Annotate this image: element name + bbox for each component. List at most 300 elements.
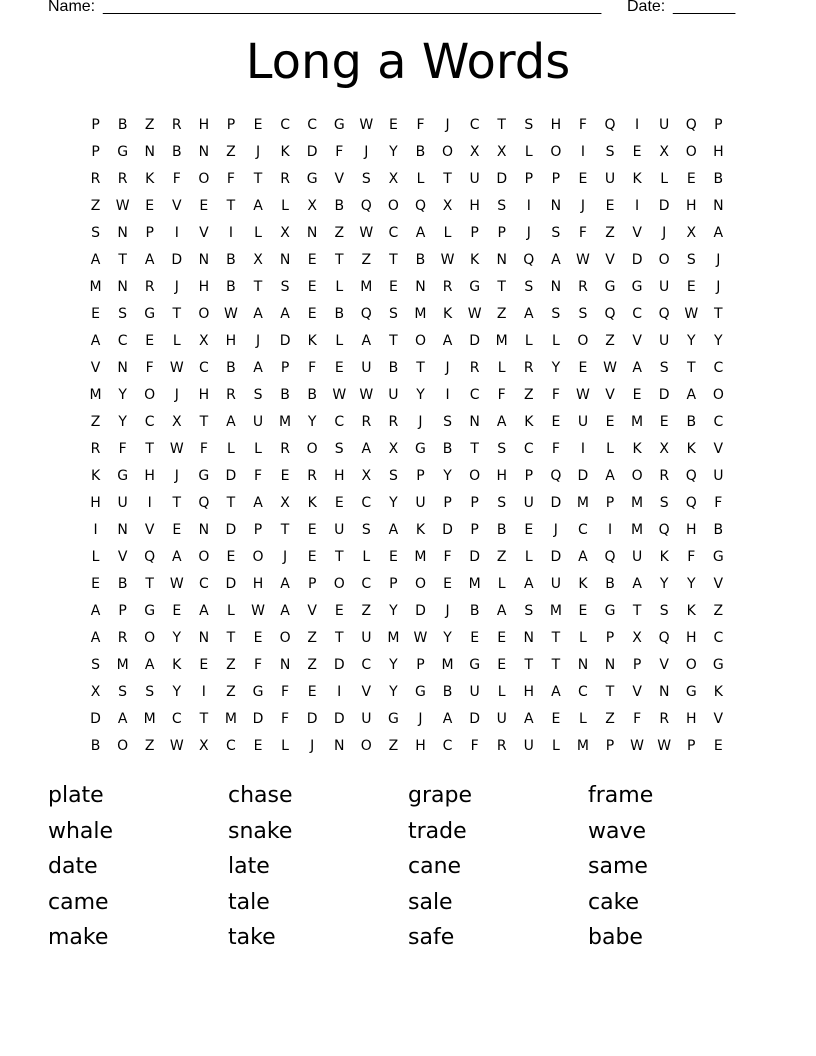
- grid-letter: F: [633, 710, 642, 727]
- grid-letter: K: [632, 440, 642, 457]
- grid-letter: P: [605, 629, 615, 646]
- grid-letter: Z: [523, 386, 534, 403]
- grid-letter: C: [144, 413, 155, 430]
- grid-letter: E: [307, 521, 317, 538]
- word-bank-item: chase: [228, 783, 293, 808]
- grid-letter: E: [199, 656, 209, 673]
- grid-letter: M: [441, 656, 454, 673]
- grid-letter: F: [687, 548, 696, 565]
- grid-letter: U: [523, 494, 534, 511]
- grid-letter: W: [359, 224, 374, 241]
- grid-letter: Q: [604, 548, 616, 565]
- grid-letter: L: [497, 575, 506, 592]
- grid-letter: R: [496, 737, 507, 754]
- grid-letter: V: [199, 224, 209, 241]
- grid-letter: O: [685, 143, 697, 160]
- grid-letter: U: [117, 494, 128, 511]
- grid-letter: E: [605, 197, 615, 214]
- grid-letter: X: [659, 143, 669, 160]
- grid-letter: E: [226, 548, 236, 565]
- grid-letter: B: [415, 251, 426, 268]
- grid-letter: D: [658, 197, 670, 214]
- grid-letter: A: [524, 305, 534, 322]
- grid-letter: A: [144, 251, 155, 268]
- grid-row: [82, 165, 732, 192]
- grid-letter: O: [550, 143, 562, 160]
- grid-letter: N: [713, 197, 724, 214]
- grid-letter: W: [576, 386, 590, 403]
- grid-letter: U: [659, 278, 670, 295]
- grid-letter: N: [117, 224, 128, 241]
- grid-letter: J: [418, 413, 423, 430]
- grid-letter: D: [333, 656, 345, 673]
- grid-letter: X: [632, 629, 642, 646]
- grid-letter: Y: [686, 575, 696, 592]
- grid-letter: H: [685, 197, 697, 214]
- grid-letter: N: [496, 251, 507, 268]
- grid-letter: C: [578, 683, 588, 700]
- grid-letter: A: [632, 359, 642, 376]
- date-label: Date:: [627, 0, 666, 15]
- grid-letter: E: [172, 602, 182, 619]
- grid-letter: L: [524, 548, 533, 565]
- grid-letter: X: [280, 494, 290, 511]
- grid-letter: X: [469, 143, 480, 160]
- grid-letter: G: [604, 602, 616, 619]
- grid-letter: P: [470, 521, 479, 538]
- grid-letter: O: [279, 629, 291, 646]
- grid-letter: C: [226, 737, 236, 754]
- grid-letter: B: [469, 602, 480, 619]
- grid-letter: W: [359, 386, 374, 403]
- grid-letter: Z: [361, 251, 372, 268]
- grid-letter: B: [171, 143, 182, 160]
- grid-letter: U: [252, 413, 264, 430]
- grid-letter: A: [280, 305, 290, 322]
- grid-letter: D: [333, 710, 345, 727]
- grid-letter: Y: [389, 656, 398, 673]
- grid-letter: T: [497, 278, 506, 295]
- grid-letter: H: [713, 143, 724, 160]
- grid-letter: N: [117, 278, 128, 295]
- grid-letter: L: [362, 548, 371, 565]
- grid-letter: D: [90, 710, 101, 727]
- grid-letter: L: [551, 332, 560, 349]
- grid-letter: O: [198, 305, 210, 322]
- grid-letter: T: [389, 251, 398, 268]
- grid-letter: Q: [658, 305, 670, 322]
- grid-letter: L: [497, 359, 506, 376]
- grid-letter: G: [631, 278, 643, 295]
- grid-letter: A: [442, 332, 453, 349]
- grid-letter: A: [578, 548, 588, 565]
- grid-letter: N: [469, 413, 480, 430]
- grid-letter: Y: [443, 467, 452, 484]
- grid-letter: E: [145, 332, 155, 349]
- grid-letter: F: [470, 737, 479, 754]
- grid-letter: L: [416, 170, 425, 187]
- grid-letter: E: [253, 116, 263, 133]
- grid-row: [82, 273, 732, 300]
- grid-letter: R: [469, 359, 480, 376]
- word-bank-item: take: [228, 925, 276, 951]
- grid-letter: E: [470, 629, 480, 646]
- grid-letter: Y: [416, 386, 425, 403]
- grid-letter: I: [147, 494, 152, 511]
- grid-row: [82, 624, 732, 651]
- grid-letter: O: [198, 548, 210, 565]
- grid-letter: A: [442, 710, 453, 727]
- grid-letter: M: [631, 494, 644, 511]
- grid-letter: W: [657, 737, 672, 754]
- grid-letter: R: [523, 359, 534, 376]
- grid-letter: O: [198, 170, 210, 187]
- grid-letter: E: [578, 602, 588, 619]
- grid-letter: W: [169, 440, 184, 457]
- grid-letter: Z: [496, 305, 507, 322]
- grid-letter: F: [551, 386, 560, 403]
- grid-letter: E: [307, 548, 317, 565]
- grid-letter: H: [252, 575, 264, 592]
- grid-letter: Q: [414, 197, 426, 214]
- grid-letter: D: [252, 710, 264, 727]
- grid-letter: B: [442, 440, 453, 457]
- grid-letter: E: [253, 629, 263, 646]
- grid-letter: P: [524, 467, 534, 484]
- grid-letter: O: [360, 737, 372, 754]
- grid-letter: E: [253, 737, 263, 754]
- grid-letter: S: [605, 143, 615, 160]
- grid-letter: C: [469, 386, 480, 403]
- grid-letter: A: [713, 224, 724, 241]
- grid-letter: L: [660, 170, 669, 187]
- grid-row: [82, 705, 732, 732]
- grid-letter: L: [524, 143, 533, 160]
- grid-letter: U: [496, 710, 507, 727]
- grid-letter: M: [631, 413, 644, 430]
- grid-letter: U: [469, 170, 480, 187]
- grid-row: [82, 192, 732, 219]
- grid-letter: A: [496, 413, 507, 430]
- grid-letter: S: [334, 440, 344, 457]
- grid-letter: B: [415, 143, 426, 160]
- word-bank-item: babe: [588, 925, 643, 951]
- grid-letter: S: [524, 602, 534, 619]
- grid-letter: V: [90, 359, 101, 376]
- word-bank-item: frame: [588, 783, 654, 808]
- grid-letter: N: [658, 683, 670, 700]
- grid-letter: S: [551, 224, 561, 241]
- grid-letter: E: [524, 521, 534, 538]
- grid-letter: G: [712, 656, 724, 673]
- grid-letter: B: [442, 683, 453, 700]
- grid-letter: D: [496, 170, 508, 187]
- grid-letter: C: [523, 440, 534, 457]
- grid-letter: P: [632, 656, 642, 673]
- grid-letter: S: [551, 305, 561, 322]
- grid-letter: H: [523, 683, 535, 700]
- grid-letter: M: [279, 413, 292, 430]
- grid-letter: F: [335, 143, 344, 160]
- grid-letter: C: [307, 116, 318, 133]
- grid-letter: V: [713, 710, 724, 727]
- grid-letter: B: [117, 575, 128, 592]
- grid-letter: W: [169, 575, 184, 592]
- grid-letter: A: [361, 440, 372, 457]
- grid-letter: L: [606, 440, 614, 457]
- grid-letter: F: [118, 440, 127, 457]
- grid-letter: U: [361, 629, 372, 646]
- grid-letter: J: [526, 224, 531, 241]
- grid-letter: L: [443, 224, 452, 241]
- grid-letter: L: [254, 224, 262, 241]
- grid-letter: U: [415, 494, 426, 511]
- grid-letter: H: [496, 467, 507, 484]
- grid-letter: Y: [118, 386, 127, 403]
- grid-letter: T: [524, 656, 534, 673]
- grid-letter: D: [550, 548, 562, 565]
- grid-letter: S: [388, 305, 398, 322]
- grid-letter: R: [388, 413, 399, 430]
- grid-letter: F: [308, 359, 317, 376]
- grid-letter: X: [253, 251, 263, 268]
- grid-letter: I: [580, 143, 586, 160]
- word-bank-item: wave: [588, 818, 647, 844]
- grid-letter: L: [497, 683, 506, 700]
- grid-letter: E: [551, 710, 561, 727]
- grid-letter: D: [469, 332, 481, 349]
- grid-letter: E: [307, 683, 317, 700]
- grid-letter: O: [414, 332, 426, 349]
- grid-letter: T: [416, 359, 425, 376]
- grid-letter: T: [443, 170, 452, 187]
- grid-letter: S: [388, 467, 398, 484]
- grid-letter: U: [334, 521, 345, 538]
- grid-letter: E: [686, 170, 696, 187]
- grid-letter: Q: [685, 467, 697, 484]
- grid-letter: U: [577, 413, 589, 430]
- grid-letter: R: [307, 467, 318, 484]
- grid-letter: I: [580, 440, 586, 457]
- grid-letter: D: [658, 386, 670, 403]
- grid-letter: T: [334, 629, 344, 646]
- grid-letter: C: [713, 629, 724, 646]
- grid-letter: J: [716, 251, 721, 268]
- grid-letter: S: [497, 197, 507, 214]
- grid-letter: O: [685, 656, 697, 673]
- grid-letter: D: [171, 251, 183, 268]
- grid-letter: Z: [605, 332, 615, 349]
- grid-letter: X: [171, 413, 182, 430]
- grid-letter: U: [604, 170, 616, 187]
- grid-letter: D: [469, 710, 481, 727]
- grid-letter: L: [227, 602, 235, 619]
- word-bank-item: came: [48, 889, 109, 915]
- grid-row: [82, 246, 732, 273]
- grid-letter: K: [307, 332, 317, 349]
- grid-letter: E: [497, 629, 507, 646]
- word-bank-item: trade: [408, 818, 467, 844]
- grid-letter: R: [90, 440, 101, 457]
- grid-letter: M: [89, 278, 102, 295]
- grid-letter: P: [389, 575, 398, 592]
- grid-letter: B: [226, 278, 236, 295]
- grid-letter: E: [659, 413, 669, 430]
- grid-letter: J: [662, 224, 667, 241]
- grid-letter: K: [280, 143, 290, 160]
- grid-letter: Z: [226, 143, 236, 160]
- grid-letter: V: [713, 575, 724, 592]
- grid-letter: A: [253, 305, 263, 322]
- grid-letter: S: [659, 602, 669, 619]
- grid-letter: X: [199, 737, 209, 754]
- grid-letter: W: [359, 116, 374, 133]
- grid-letter: C: [280, 116, 290, 133]
- grid-letter: J: [364, 143, 369, 160]
- grid-row: [82, 435, 732, 462]
- word-bank-item: late: [228, 854, 270, 880]
- grid-letter: F: [253, 467, 263, 484]
- grid-letter: J: [283, 548, 288, 565]
- grid-letter: C: [713, 413, 724, 430]
- grid-letter: T: [334, 251, 344, 268]
- grid-letter: M: [549, 602, 562, 619]
- grid-letter: W: [224, 305, 238, 322]
- grid-letter: E: [307, 305, 317, 322]
- grid-letter: M: [387, 629, 400, 646]
- grid-letter: Z: [605, 710, 615, 727]
- grid-letter: J: [716, 278, 721, 295]
- grid-letter: N: [198, 629, 210, 646]
- word-bank: [48, 778, 768, 956]
- grid-letter: C: [713, 359, 724, 376]
- grid-letter: B: [117, 116, 128, 133]
- grid-letter: N: [144, 143, 155, 160]
- grid-letter: K: [90, 467, 101, 484]
- grid-letter: D: [306, 710, 318, 727]
- grid-letter: C: [578, 521, 588, 538]
- word-bank-item: sale: [408, 889, 453, 915]
- grid-row: [82, 354, 732, 381]
- grid-letter: Y: [659, 575, 669, 592]
- grid-letter: O: [577, 332, 589, 349]
- grid-letter: E: [632, 143, 642, 160]
- grid-letter: Y: [443, 629, 452, 646]
- grid-letter: T: [145, 440, 154, 457]
- grid-letter: E: [578, 170, 588, 187]
- grid-row: [82, 138, 732, 165]
- grid-letter: F: [443, 548, 452, 565]
- grid-letter: S: [253, 386, 263, 403]
- grid-letter: E: [307, 251, 317, 268]
- grid-letter: L: [281, 737, 289, 754]
- grid-letter: B: [605, 575, 615, 592]
- grid-letter: R: [361, 413, 372, 430]
- grid-letter: T: [334, 548, 344, 565]
- grid-letter: T: [686, 359, 696, 376]
- grid-letter: E: [551, 413, 561, 430]
- word-bank-item: snake: [228, 818, 293, 844]
- grid-letter: M: [576, 494, 589, 511]
- grid-letter: A: [90, 251, 101, 268]
- grid-letter: L: [227, 440, 235, 457]
- grid-letter: N: [415, 278, 426, 295]
- grid-letter: P: [226, 116, 236, 133]
- grid-letter: Y: [714, 332, 723, 349]
- grid-letter: G: [306, 170, 318, 187]
- word-bank-item: tale: [228, 889, 270, 915]
- grid-letter: S: [659, 494, 669, 511]
- grid-letter: Q: [604, 116, 616, 133]
- grid-letter: E: [280, 467, 290, 484]
- date-blank-line: _______: [673, 0, 736, 15]
- grid-letter: P: [605, 494, 615, 511]
- grid-letter: Z: [90, 413, 101, 430]
- grid-letter: D: [550, 494, 562, 511]
- grid-letter: O: [333, 575, 345, 592]
- grid-letter: C: [334, 413, 345, 430]
- grid-letter: S: [91, 656, 100, 673]
- grid-letter: K: [632, 170, 642, 187]
- grid-letter: V: [117, 548, 128, 565]
- grid-letter: X: [199, 332, 209, 349]
- grid-letter: O: [144, 386, 156, 403]
- grid-letter: C: [469, 116, 480, 133]
- grid-row: [82, 300, 732, 327]
- grid-letter: F: [172, 170, 181, 187]
- grid-letter: P: [470, 494, 479, 511]
- grid-letter: F: [578, 116, 587, 133]
- grid-letter: W: [251, 602, 265, 619]
- grid-letter: T: [226, 629, 236, 646]
- grid-letter: Z: [496, 548, 507, 565]
- grid-letter: E: [713, 737, 723, 754]
- grid-letter: B: [334, 197, 345, 214]
- word-bank-item: safe: [408, 925, 455, 951]
- grid-letter: J: [255, 143, 261, 160]
- grid-letter: A: [117, 710, 128, 727]
- grid-letter: E: [91, 305, 100, 322]
- grid-letter: K: [145, 170, 155, 187]
- grid-letter: J: [174, 278, 179, 295]
- grid-letter: F: [199, 440, 208, 457]
- grid-letter: E: [443, 575, 452, 592]
- word-bank-item: date: [48, 854, 98, 880]
- grid-letter: P: [470, 224, 479, 241]
- grid-letter: S: [91, 224, 100, 241]
- grid-letter: M: [414, 548, 427, 565]
- grid-letter: K: [172, 656, 182, 673]
- grid-letter: V: [713, 440, 724, 457]
- grid-letter: U: [469, 683, 480, 700]
- grid-letter: Y: [389, 494, 398, 511]
- grid-letter: A: [361, 332, 372, 349]
- grid-letter: M: [576, 737, 589, 754]
- grid-letter: Z: [144, 116, 155, 133]
- grid-letter: K: [415, 521, 426, 538]
- grid-letter: F: [714, 494, 723, 511]
- page-title: Long a Words: [245, 34, 571, 90]
- grid-letter: I: [337, 683, 342, 700]
- grid-letter: Z: [388, 737, 399, 754]
- grid-letter: Y: [172, 683, 182, 700]
- grid-letter: L: [281, 197, 289, 214]
- grid-letter: J: [310, 737, 315, 754]
- grid-letter: T: [226, 197, 236, 214]
- grid-letter: S: [659, 359, 669, 376]
- grid-letter: A: [90, 602, 101, 619]
- grid-letter: H: [550, 116, 562, 133]
